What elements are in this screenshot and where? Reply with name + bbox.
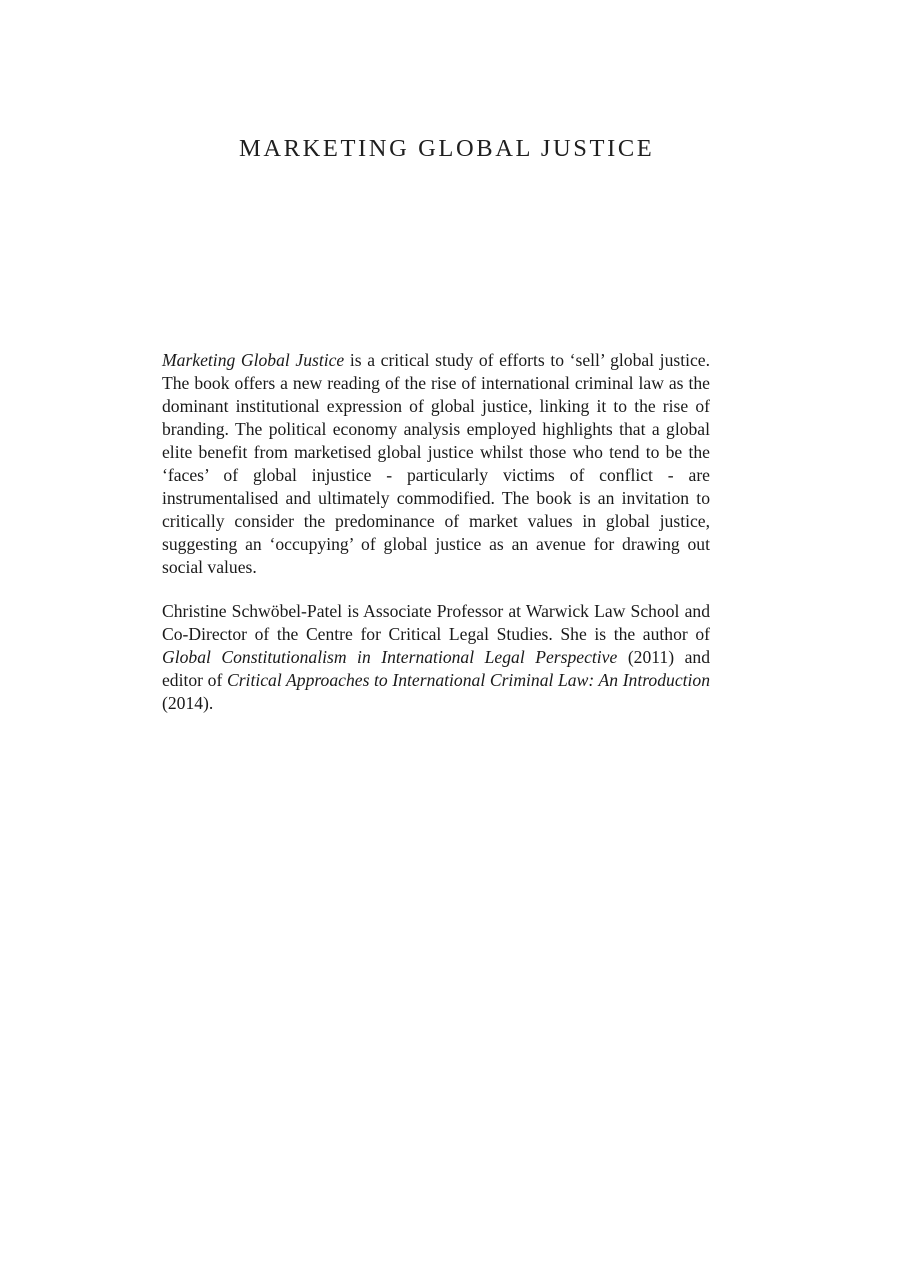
bio-work1-title: Global Constitutionalism in International Legal Perspective [162,647,618,667]
bio-intro: Christine Schwöbel-Patel is Associate Professor at Warwick Law School and Co-Director of the Centre for Critical Legal Studies. She is the author of [162,601,710,644]
bio-work2-title: Critical Approaches to International Criminal Law: An Introduction [226,670,710,690]
author-bio [162,600,710,715]
bio-work1-year: (2011) and editor of [162,647,710,690]
blurb-book-title: Marketing Global Justice [162,350,345,370]
page-title: MARKETING GLOBAL JUSTICE [239,135,655,162]
book-blurb [162,349,710,579]
bio-work2-year: (2014). [162,693,214,713]
blurb-text: is a critical study of efforts to ‘sell’ global justice. The book offers a new reading of the rise of international criminal law as the dominant institutional expression of global justice, linking it to the rise of branding. The political economy analysis employed highlights that a global elite benefit from marketised global justice whilst those who tend to be the ‘faces’ of global injustice - particularly victims of conflict - are instrumentalised and ultimately commodified. The book is an invitation to critically consider the predominance of market values in global justice, suggesting an ‘occupying’ of global justice as an avenue for drawing out social values. [162,350,710,577]
